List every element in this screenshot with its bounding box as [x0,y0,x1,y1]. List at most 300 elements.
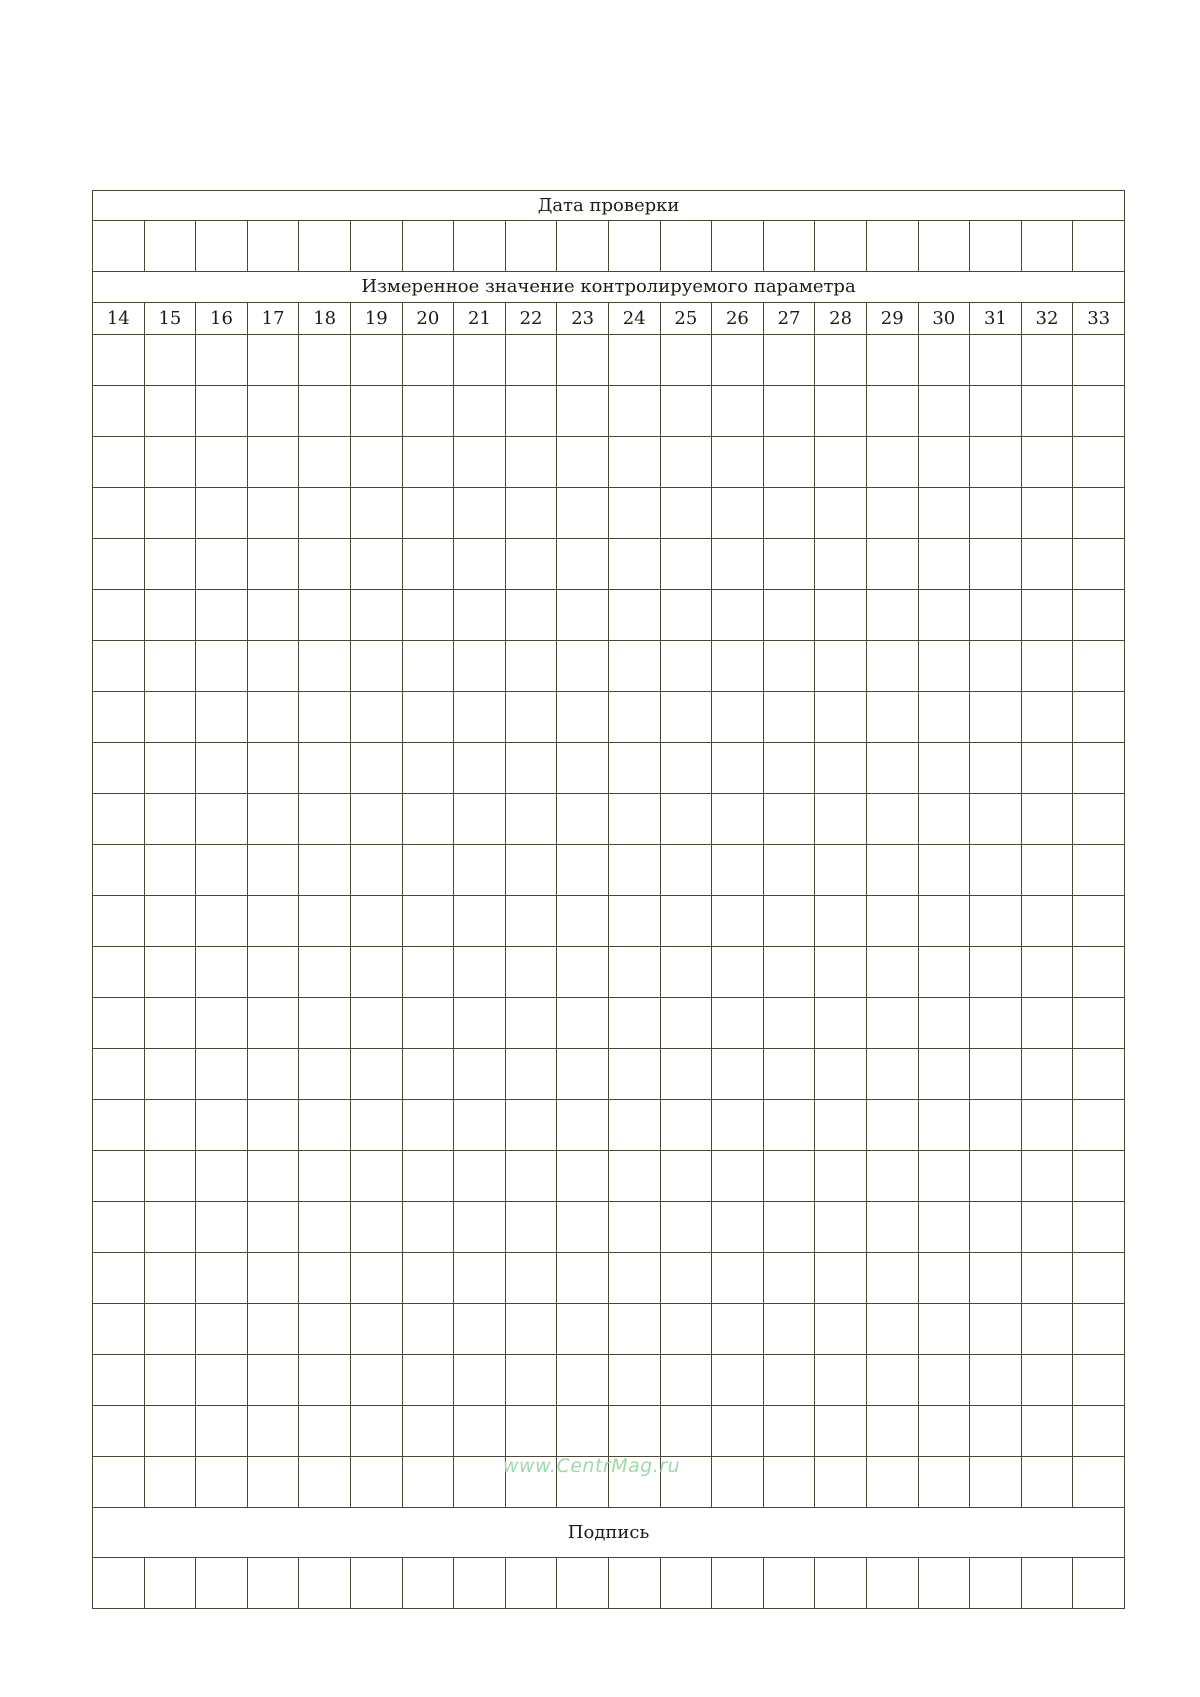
measurement-cell[interactable] [608,1100,660,1151]
measurement-cell[interactable] [763,1406,815,1457]
signature-cell[interactable] [454,1558,506,1609]
measurement-cell[interactable] [93,1151,145,1202]
measurement-cell[interactable] [144,1202,196,1253]
date-entry-cell[interactable] [866,221,918,272]
measurement-cell[interactable] [299,335,351,386]
measurement-cell[interactable] [454,896,506,947]
measurement-cell[interactable] [93,1304,145,1355]
measurement-cell[interactable] [247,845,299,896]
measurement-cell[interactable] [402,1355,454,1406]
measurement-cell[interactable] [970,1202,1022,1253]
measurement-cell[interactable] [918,386,970,437]
date-entry-cell[interactable] [93,221,145,272]
date-entry-cell[interactable] [247,221,299,272]
date-entry-cell[interactable] [712,221,764,272]
date-entry-cell[interactable] [970,221,1022,272]
measurement-cell[interactable] [299,1049,351,1100]
measurement-cell[interactable] [608,386,660,437]
measurement-cell[interactable] [1073,1253,1125,1304]
measurement-cell[interactable] [866,845,918,896]
measurement-cell[interactable] [93,998,145,1049]
measurement-cell[interactable] [763,641,815,692]
measurement-cell[interactable] [866,386,918,437]
measurement-cell[interactable] [608,1049,660,1100]
measurement-cell[interactable] [196,998,248,1049]
measurement-cell[interactable] [1073,335,1125,386]
measurement-cell[interactable] [247,743,299,794]
signature-cell[interactable] [763,1558,815,1609]
measurement-cell[interactable] [350,1406,402,1457]
measurement-cell[interactable] [299,794,351,845]
measurement-cell[interactable] [557,386,609,437]
measurement-cell[interactable] [866,1049,918,1100]
measurement-cell[interactable] [712,1457,764,1508]
measurement-cell[interactable] [196,386,248,437]
measurement-cell[interactable] [505,1406,557,1457]
measurement-cell[interactable] [299,1355,351,1406]
measurement-cell[interactable] [505,539,557,590]
measurement-cell[interactable] [196,1202,248,1253]
measurement-cell[interactable] [660,845,712,896]
measurement-cell[interactable] [402,641,454,692]
measurement-cell[interactable] [866,1151,918,1202]
measurement-cell[interactable] [299,998,351,1049]
measurement-cell[interactable] [815,1457,867,1508]
signature-cell[interactable] [970,1558,1022,1609]
measurement-cell[interactable] [608,1253,660,1304]
measurement-cell[interactable] [608,1457,660,1508]
measurement-cell[interactable] [93,1049,145,1100]
measurement-cell[interactable] [815,845,867,896]
measurement-cell[interactable] [1073,1049,1125,1100]
measurement-cell[interactable] [1073,743,1125,794]
measurement-cell[interactable] [1021,1253,1073,1304]
measurement-cell[interactable] [763,845,815,896]
measurement-cell[interactable] [970,335,1022,386]
measurement-cell[interactable] [247,1151,299,1202]
measurement-cell[interactable] [608,1406,660,1457]
measurement-cell[interactable] [247,1202,299,1253]
measurement-cell[interactable] [350,1151,402,1202]
measurement-cell[interactable] [815,794,867,845]
measurement-cell[interactable] [763,743,815,794]
measurement-cell[interactable] [505,896,557,947]
measurement-cell[interactable] [247,896,299,947]
measurement-cell[interactable] [660,1049,712,1100]
measurement-cell[interactable] [505,998,557,1049]
measurement-cell[interactable] [866,539,918,590]
measurement-cell[interactable] [144,947,196,998]
measurement-cell[interactable] [505,743,557,794]
date-entry-cell[interactable] [454,221,506,272]
measurement-cell[interactable] [918,743,970,794]
measurement-cell[interactable] [608,1355,660,1406]
measurement-cell[interactable] [299,1100,351,1151]
measurement-cell[interactable] [1073,590,1125,641]
measurement-cell[interactable] [970,590,1022,641]
measurement-cell[interactable] [196,1049,248,1100]
measurement-cell[interactable] [454,1355,506,1406]
date-entry-cell[interactable] [763,221,815,272]
measurement-cell[interactable] [763,998,815,1049]
measurement-cell[interactable] [970,437,1022,488]
measurement-cell[interactable] [247,1457,299,1508]
measurement-cell[interactable] [454,845,506,896]
measurement-cell[interactable] [970,488,1022,539]
measurement-cell[interactable] [763,488,815,539]
measurement-cell[interactable] [299,947,351,998]
measurement-cell[interactable] [712,1406,764,1457]
measurement-cell[interactable] [505,794,557,845]
measurement-cell[interactable] [196,1304,248,1355]
measurement-cell[interactable] [712,1253,764,1304]
measurement-cell[interactable] [299,539,351,590]
measurement-cell[interactable] [402,437,454,488]
measurement-cell[interactable] [350,1355,402,1406]
measurement-cell[interactable] [763,1151,815,1202]
measurement-cell[interactable] [660,1406,712,1457]
measurement-cell[interactable] [866,1202,918,1253]
measurement-cell[interactable] [454,1151,506,1202]
measurement-cell[interactable] [918,896,970,947]
measurement-cell[interactable] [712,335,764,386]
measurement-cell[interactable] [712,1049,764,1100]
measurement-cell[interactable] [505,488,557,539]
measurement-cell[interactable] [712,998,764,1049]
measurement-cell[interactable] [144,794,196,845]
measurement-cell[interactable] [402,1253,454,1304]
measurement-cell[interactable] [815,743,867,794]
measurement-cell[interactable] [402,1406,454,1457]
measurement-cell[interactable] [1073,1100,1125,1151]
measurement-cell[interactable] [866,794,918,845]
measurement-cell[interactable] [1021,1202,1073,1253]
measurement-cell[interactable] [402,845,454,896]
measurement-cell[interactable] [608,692,660,743]
measurement-cell[interactable] [970,998,1022,1049]
measurement-cell[interactable] [970,1253,1022,1304]
measurement-cell[interactable] [970,743,1022,794]
measurement-cell[interactable] [970,896,1022,947]
measurement-cell[interactable] [866,947,918,998]
measurement-cell[interactable] [454,947,506,998]
measurement-cell[interactable] [299,1202,351,1253]
measurement-cell[interactable] [660,1253,712,1304]
measurement-cell[interactable] [918,1406,970,1457]
signature-cell[interactable] [196,1558,248,1609]
measurement-cell[interactable] [866,1457,918,1508]
measurement-cell[interactable] [815,386,867,437]
date-entry-cell[interactable] [608,221,660,272]
measurement-cell[interactable] [1021,335,1073,386]
measurement-cell[interactable] [557,1304,609,1355]
measurement-cell[interactable] [196,845,248,896]
measurement-cell[interactable] [454,1100,506,1151]
measurement-cell[interactable] [970,1049,1022,1100]
measurement-cell[interactable] [918,1253,970,1304]
measurement-cell[interactable] [866,1253,918,1304]
date-entry-cell[interactable] [1021,221,1073,272]
measurement-cell[interactable] [557,947,609,998]
measurement-cell[interactable] [350,896,402,947]
measurement-cell[interactable] [299,386,351,437]
measurement-cell[interactable] [93,1202,145,1253]
measurement-cell[interactable] [299,1304,351,1355]
measurement-cell[interactable] [660,743,712,794]
measurement-cell[interactable] [712,1304,764,1355]
measurement-cell[interactable] [557,896,609,947]
measurement-cell[interactable] [144,998,196,1049]
measurement-cell[interactable] [350,692,402,743]
measurement-cell[interactable] [1021,692,1073,743]
measurement-cell[interactable] [299,488,351,539]
measurement-cell[interactable] [815,488,867,539]
measurement-cell[interactable] [557,845,609,896]
measurement-cell[interactable] [402,1049,454,1100]
measurement-cell[interactable] [557,488,609,539]
measurement-cell[interactable] [144,1151,196,1202]
measurement-cell[interactable] [608,794,660,845]
measurement-cell[interactable] [557,692,609,743]
measurement-cell[interactable] [1021,947,1073,998]
measurement-cell[interactable] [712,947,764,998]
measurement-cell[interactable] [93,488,145,539]
measurement-cell[interactable] [918,1202,970,1253]
measurement-cell[interactable] [712,743,764,794]
measurement-cell[interactable] [1021,641,1073,692]
measurement-cell[interactable] [247,1253,299,1304]
measurement-cell[interactable] [1021,1304,1073,1355]
measurement-cell[interactable] [196,1457,248,1508]
measurement-cell[interactable] [557,335,609,386]
measurement-cell[interactable] [557,590,609,641]
measurement-cell[interactable] [144,1406,196,1457]
measurement-cell[interactable] [299,743,351,794]
measurement-cell[interactable] [970,1355,1022,1406]
measurement-cell[interactable] [402,1304,454,1355]
measurement-cell[interactable] [763,947,815,998]
measurement-cell[interactable] [608,998,660,1049]
measurement-cell[interactable] [763,692,815,743]
measurement-cell[interactable] [505,590,557,641]
measurement-cell[interactable] [247,641,299,692]
measurement-cell[interactable] [557,998,609,1049]
measurement-cell[interactable] [815,539,867,590]
signature-cell[interactable] [350,1558,402,1609]
measurement-cell[interactable] [660,1202,712,1253]
measurement-cell[interactable] [196,539,248,590]
measurement-cell[interactable] [196,1100,248,1151]
measurement-cell[interactable] [1073,947,1125,998]
signature-cell[interactable] [712,1558,764,1609]
measurement-cell[interactable] [557,1151,609,1202]
measurement-cell[interactable] [608,437,660,488]
measurement-cell[interactable] [93,1100,145,1151]
measurement-cell[interactable] [660,947,712,998]
measurement-cell[interactable] [350,1253,402,1304]
measurement-cell[interactable] [247,998,299,1049]
measurement-cell[interactable] [299,1406,351,1457]
measurement-cell[interactable] [144,1457,196,1508]
measurement-cell[interactable] [93,947,145,998]
measurement-cell[interactable] [299,1253,351,1304]
measurement-cell[interactable] [918,1100,970,1151]
measurement-cell[interactable] [918,692,970,743]
measurement-cell[interactable] [350,539,402,590]
measurement-cell[interactable] [196,896,248,947]
measurement-cell[interactable] [350,386,402,437]
measurement-cell[interactable] [1073,386,1125,437]
measurement-cell[interactable] [1021,386,1073,437]
measurement-cell[interactable] [196,692,248,743]
measurement-cell[interactable] [196,1253,248,1304]
measurement-cell[interactable] [144,335,196,386]
measurement-cell[interactable] [247,335,299,386]
measurement-cell[interactable] [970,1457,1022,1508]
measurement-cell[interactable] [815,1304,867,1355]
measurement-cell[interactable] [1073,1457,1125,1508]
date-entry-cell[interactable] [557,221,609,272]
measurement-cell[interactable] [1073,998,1125,1049]
measurement-cell[interactable] [247,794,299,845]
measurement-cell[interactable] [299,692,351,743]
measurement-cell[interactable] [454,1202,506,1253]
signature-cell[interactable] [93,1558,145,1609]
measurement-cell[interactable] [1073,488,1125,539]
measurement-cell[interactable] [93,794,145,845]
measurement-cell[interactable] [505,1253,557,1304]
measurement-cell[interactable] [557,1100,609,1151]
measurement-cell[interactable] [402,1151,454,1202]
measurement-cell[interactable] [402,896,454,947]
measurement-cell[interactable] [763,1355,815,1406]
measurement-cell[interactable] [866,1355,918,1406]
measurement-cell[interactable] [299,437,351,488]
measurement-cell[interactable] [608,947,660,998]
measurement-cell[interactable] [763,1253,815,1304]
measurement-cell[interactable] [93,437,145,488]
measurement-cell[interactable] [815,1049,867,1100]
measurement-cell[interactable] [299,1457,351,1508]
measurement-cell[interactable] [660,794,712,845]
measurement-cell[interactable] [608,1304,660,1355]
measurement-cell[interactable] [505,1304,557,1355]
measurement-cell[interactable] [144,1100,196,1151]
measurement-cell[interactable] [402,998,454,1049]
measurement-cell[interactable] [247,386,299,437]
measurement-cell[interactable] [350,845,402,896]
measurement-cell[interactable] [815,1151,867,1202]
measurement-cell[interactable] [402,947,454,998]
measurement-cell[interactable] [402,488,454,539]
measurement-cell[interactable] [1021,845,1073,896]
measurement-cell[interactable] [1073,1202,1125,1253]
measurement-cell[interactable] [144,845,196,896]
measurement-cell[interactable] [402,1202,454,1253]
measurement-cell[interactable] [196,794,248,845]
measurement-cell[interactable] [1073,794,1125,845]
measurement-cell[interactable] [1073,1355,1125,1406]
measurement-cell[interactable] [350,488,402,539]
signature-cell[interactable] [815,1558,867,1609]
measurement-cell[interactable] [196,335,248,386]
measurement-cell[interactable] [608,335,660,386]
measurement-cell[interactable] [93,590,145,641]
measurement-cell[interactable] [712,437,764,488]
measurement-cell[interactable] [866,743,918,794]
measurement-cell[interactable] [1021,998,1073,1049]
measurement-cell[interactable] [93,1457,145,1508]
measurement-cell[interactable] [299,896,351,947]
measurement-cell[interactable] [815,1355,867,1406]
measurement-cell[interactable] [763,794,815,845]
measurement-cell[interactable] [660,335,712,386]
measurement-cell[interactable] [763,437,815,488]
measurement-cell[interactable] [608,743,660,794]
measurement-cell[interactable] [557,1202,609,1253]
measurement-cell[interactable] [299,845,351,896]
measurement-cell[interactable] [93,539,145,590]
measurement-cell[interactable] [660,641,712,692]
measurement-cell[interactable] [454,539,506,590]
measurement-cell[interactable] [247,1049,299,1100]
measurement-cell[interactable] [557,1457,609,1508]
measurement-cell[interactable] [660,1457,712,1508]
measurement-cell[interactable] [866,692,918,743]
measurement-cell[interactable] [918,641,970,692]
signature-cell[interactable] [557,1558,609,1609]
measurement-cell[interactable] [970,1406,1022,1457]
measurement-cell[interactable] [505,437,557,488]
measurement-cell[interactable] [866,1406,918,1457]
measurement-cell[interactable] [557,743,609,794]
measurement-cell[interactable] [350,1202,402,1253]
measurement-cell[interactable] [144,641,196,692]
measurement-cell[interactable] [557,1355,609,1406]
measurement-cell[interactable] [815,692,867,743]
signature-cell[interactable] [247,1558,299,1609]
signature-cell[interactable] [660,1558,712,1609]
measurement-cell[interactable] [93,1253,145,1304]
measurement-cell[interactable] [505,1355,557,1406]
measurement-cell[interactable] [763,1049,815,1100]
measurement-cell[interactable] [144,437,196,488]
measurement-cell[interactable] [712,1100,764,1151]
measurement-cell[interactable] [144,488,196,539]
measurement-cell[interactable] [815,998,867,1049]
measurement-cell[interactable] [1073,539,1125,590]
measurement-cell[interactable] [1073,692,1125,743]
measurement-cell[interactable] [505,947,557,998]
measurement-cell[interactable] [247,1100,299,1151]
measurement-cell[interactable] [712,590,764,641]
measurement-cell[interactable] [557,1406,609,1457]
measurement-cell[interactable] [196,947,248,998]
measurement-cell[interactable] [608,539,660,590]
measurement-cell[interactable] [350,1457,402,1508]
measurement-cell[interactable] [350,1100,402,1151]
measurement-cell[interactable] [144,1355,196,1406]
measurement-cell[interactable] [1073,1304,1125,1355]
measurement-cell[interactable] [970,386,1022,437]
measurement-cell[interactable] [196,743,248,794]
measurement-cell[interactable] [815,1406,867,1457]
measurement-cell[interactable] [93,743,145,794]
measurement-cell[interactable] [505,845,557,896]
measurement-cell[interactable] [93,1406,145,1457]
measurement-cell[interactable] [918,998,970,1049]
measurement-cell[interactable] [557,1253,609,1304]
